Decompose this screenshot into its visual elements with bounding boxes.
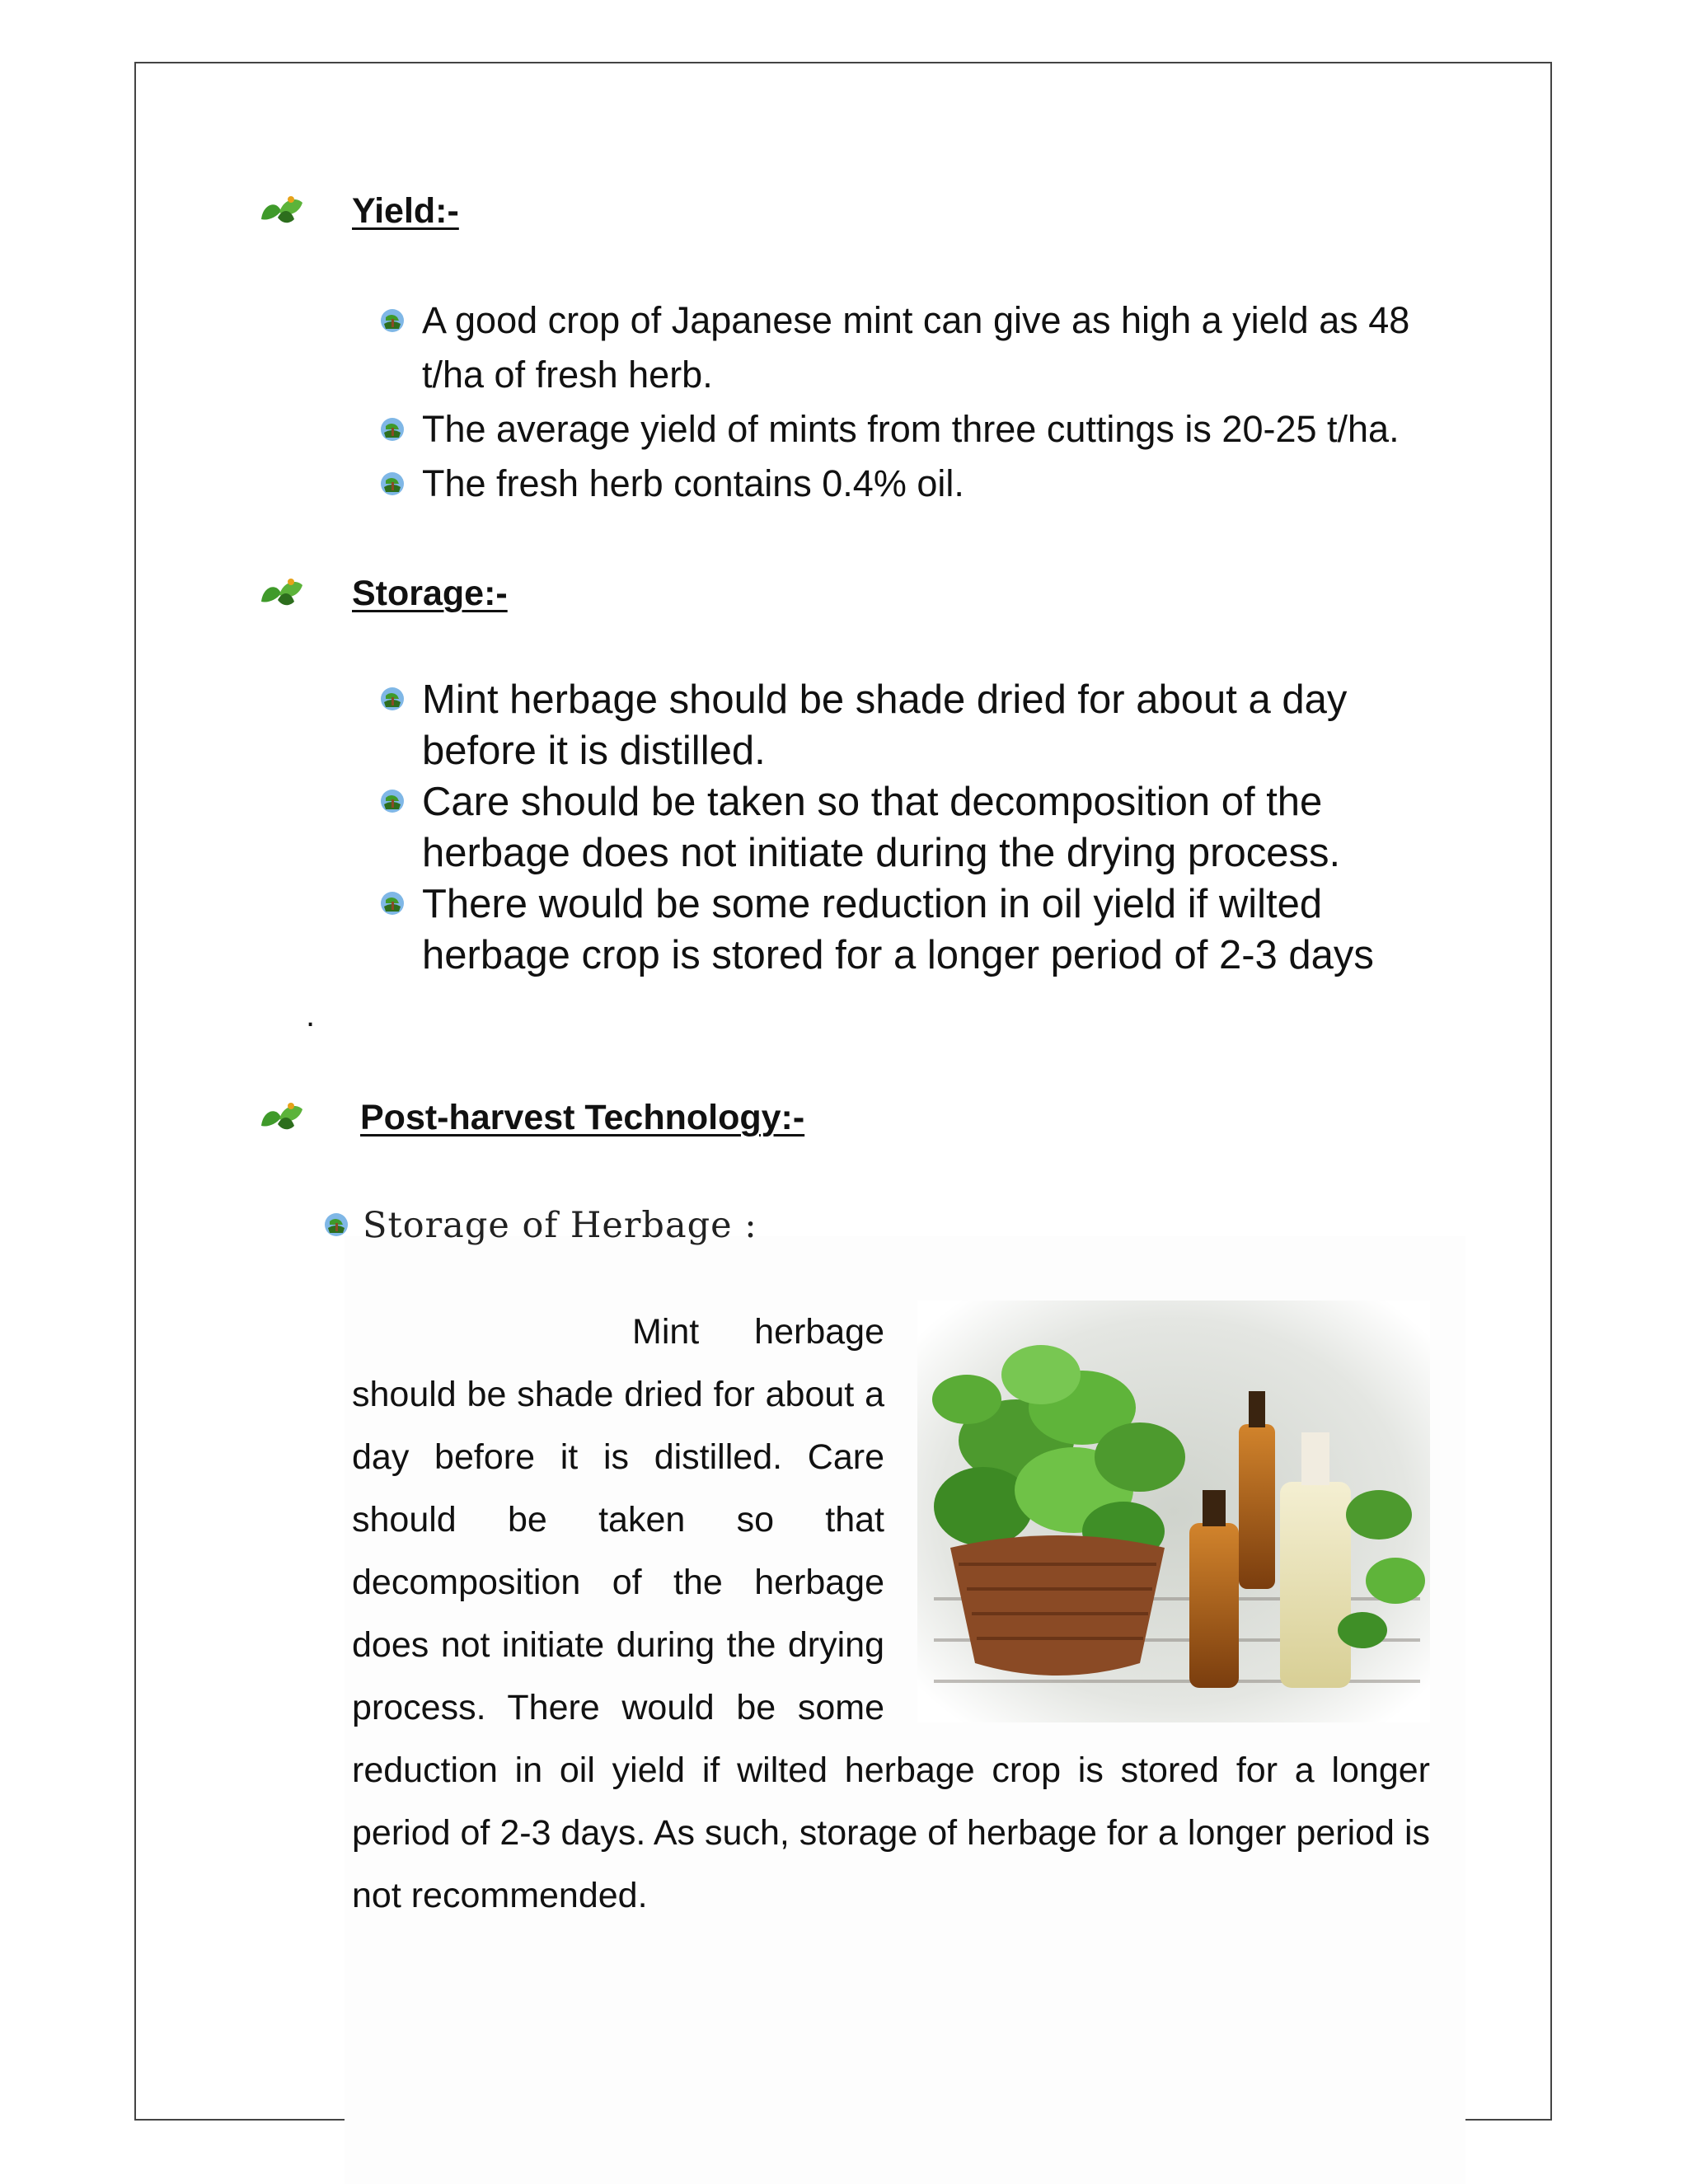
yield-heading: Yield:- [352,191,459,231]
mint-leaf-icon [258,577,306,610]
globe-tree-icon [379,890,406,916]
mint-leaf-icon [258,1101,306,1134]
list-item [379,402,1467,457]
globe-tree-icon [323,1212,349,1238]
trailing-dot: . [306,997,316,1033]
list-item [379,879,1434,981]
list-item [379,674,1434,776]
storage-paragraph: Mint herbage should be shade dried for about a day before it is distilled. Care should be taken so that decomposition of the herbage does not initiate during the drying process. There would be some reduction in oil yield if wilted herbage crop is stored for a longer period of 2-3 days. As such, storage of herbage for a longer period is not recommended. [352,1312,1430,1915]
storage-bullet-list [379,674,1434,981]
post-harvest-heading: Post-harvest Technology:- [360,1098,805,1137]
mint-oil-photo [917,1301,1430,1722]
yield-bullet-3: The fresh herb contains 0.4% oil. [422,462,964,504]
globe-tree-icon [379,686,406,712]
storage-bullet-3: There would be some reduction in oil yield if wilted herbage crop is stored for a longer period of 2-3 days [422,882,1374,977]
list-item [379,457,1467,511]
mint-leaf-icon [258,194,306,227]
globe-tree-icon [379,471,406,497]
list-item [379,293,1467,402]
globe-tree-icon [379,307,406,334]
globe-tree-icon [379,788,406,814]
list-item [379,776,1434,879]
storage-paragraph-block [352,1301,1430,1927]
yield-bullet-2: The average yield of mints from three cuttings is 20-25 t/ha. [422,408,1400,450]
yield-bullet-list [379,293,1467,511]
storage-of-herbage-subheading: Storage of Herbage : [363,1205,757,1246]
globe-tree-icon [379,416,406,443]
storage-bullet-2: Care should be taken so that decomposition of the herbage does not initiate during the drying process. [422,780,1341,875]
storage-bullet-1: Mint herbage should be shade dried for about a day before it is distilled. [422,677,1348,773]
storage-heading: Storage:- [352,574,508,613]
yield-bullet-1: A good crop of Japanese mint can give as high a yield as 48 t/ha of fresh herb. [422,299,1410,396]
